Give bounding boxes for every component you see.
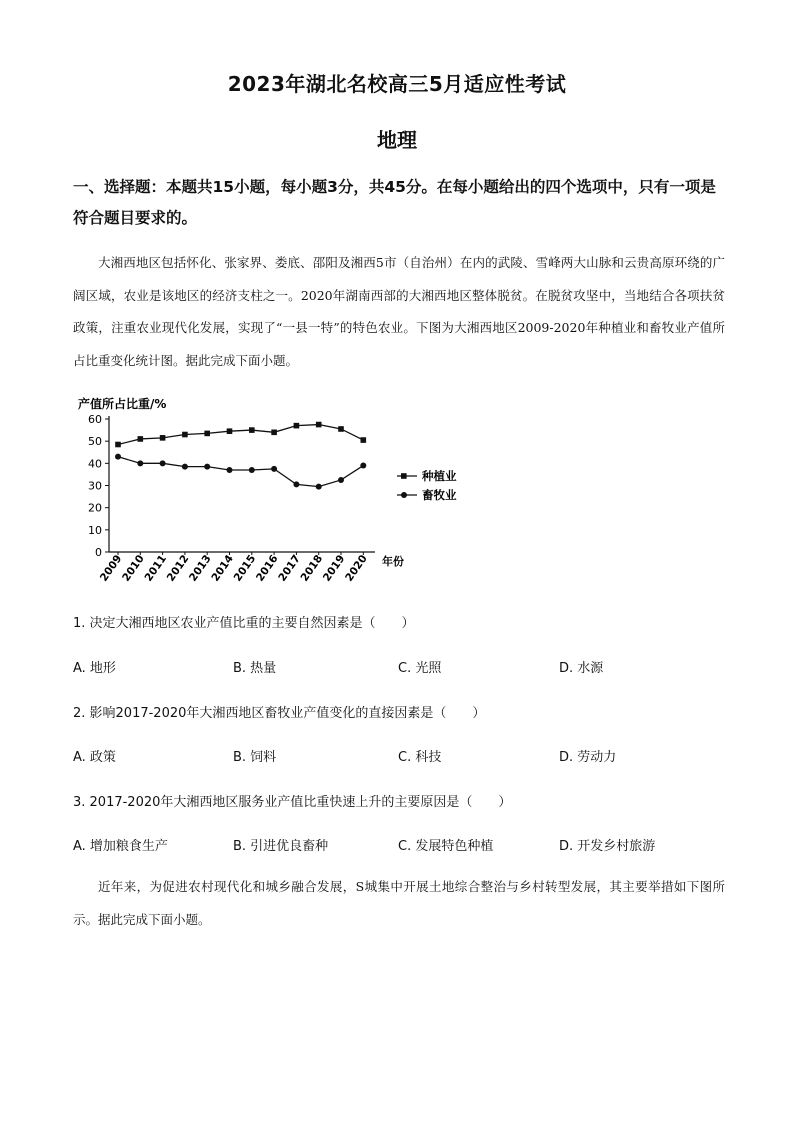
- data-point-livestock: [115, 454, 121, 460]
- data-point-planting: [138, 436, 144, 442]
- legend-label: 畜牧业: [422, 488, 457, 502]
- data-point-livestock: [360, 463, 366, 469]
- x-tick-label: 2018: [298, 552, 326, 584]
- x-tick-label: 2020: [343, 552, 370, 584]
- q2-option-a[interactable]: A. 政策: [73, 750, 116, 765]
- q3-option-c[interactable]: C. 发展特色种植: [398, 839, 494, 854]
- subject-title: 地理: [377, 128, 417, 152]
- chart-ylabel: 产值所占比重/%: [78, 397, 167, 411]
- data-point-livestock: [204, 464, 210, 470]
- legend-marker: [401, 473, 407, 479]
- x-tick-label: 2016: [253, 552, 281, 584]
- section-heading: 一、选择题：本题共15小题，每小题3分，共45分。在每小题给出的四个选项中，只有一项是符合题目要求的。: [73, 178, 716, 227]
- q2-option-c[interactable]: C. 科技: [398, 750, 442, 765]
- x-tick-label: 2014: [209, 552, 236, 584]
- data-point-planting: [271, 430, 277, 436]
- data-point-planting: [115, 442, 121, 448]
- exam-title: 2023年湖北名校高三5月适应性考试: [227, 72, 567, 96]
- data-point-livestock: [227, 467, 233, 473]
- passage-s-city: 近年来，为促进农村现代化和城乡融合发展，S城集中开展土地综合整治与乡村转型发展，其主要举措如下图所示。据此完成下面小题。: [73, 879, 725, 927]
- y-tick-label: 10: [88, 523, 102, 537]
- y-tick-label: 0: [95, 546, 102, 559]
- data-point-planting: [249, 427, 255, 433]
- y-tick-label: 60: [88, 413, 102, 426]
- question-1-options: [73, 657, 733, 677]
- data-point-planting: [338, 426, 344, 432]
- question-1-stem: 1. 决定大湘西地区农业产值比重的主要自然因素是（ ）: [73, 616, 415, 631]
- series-line-1: [118, 425, 363, 445]
- q3-option-b[interactable]: B. 引进优良畜种: [233, 839, 329, 854]
- y-tick-label: 30: [88, 479, 102, 493]
- data-point-planting: [294, 423, 300, 429]
- q1-option-c[interactable]: C. 光照: [398, 661, 442, 676]
- legend-label: 种植业: [422, 469, 457, 483]
- data-point-planting: [316, 422, 322, 428]
- data-point-planting: [227, 428, 233, 434]
- question-3-stem: 3. 2017-2020年大湘西地区服务业产值比重快速上升的主要原因是（ ）: [73, 795, 512, 810]
- data-point-planting: [160, 435, 166, 441]
- question-2-options: [73, 746, 733, 766]
- line-chart: [70, 390, 490, 589]
- data-point-livestock: [293, 481, 299, 487]
- x-tick-label: 2019: [320, 552, 348, 584]
- x-tick-label: 2017: [276, 552, 303, 584]
- data-point-livestock: [137, 460, 143, 466]
- data-point-livestock: [271, 466, 277, 472]
- data-point-livestock: [249, 467, 255, 473]
- q3-option-d[interactable]: D. 开发乡村旅游: [559, 839, 656, 854]
- x-tick-label: 2015: [231, 552, 259, 584]
- q2-option-b[interactable]: B. 饲料: [233, 750, 277, 765]
- y-tick-label: 40: [88, 457, 102, 471]
- series-line-2: [118, 457, 363, 487]
- data-point-planting: [361, 437, 367, 443]
- data-point-livestock: [182, 464, 188, 470]
- data-point-livestock: [160, 460, 166, 466]
- data-point-planting: [204, 431, 210, 437]
- q1-option-a[interactable]: A. 地形: [73, 661, 116, 676]
- x-tick-label: 2009: [97, 552, 125, 584]
- data-point-planting: [182, 432, 188, 438]
- chart-svg: [70, 390, 490, 585]
- chart-xlabel: 年份: [382, 555, 404, 568]
- x-tick-label: 2011: [142, 552, 170, 584]
- passage-intro: 大湘西地区包括怀化、张家界、娄底、邵阳及湘西5市（自治州）在内的武陵、雪峰两大山脉和云贵高原环绕的广阔区域，农业是该地区的经济支柱之一。2020年湖南西部的大湘西地区整体脱贫。在脱贫攻坚中，当地结合各项扶贫政策，注重农业现代化发展，实现了“一县一特”的特色农业。下图为大湘西地区2009-2020年种植业和畜牧业产值所占比重变化统计图。据此完成下面小题。: [73, 255, 725, 368]
- x-tick-label: 2010: [120, 552, 147, 584]
- q2-option-d[interactable]: D. 劳动力: [559, 750, 617, 765]
- q1-option-d[interactable]: D. 水源: [559, 661, 604, 676]
- x-tick-label: 2013: [187, 552, 214, 584]
- y-tick-label: 50: [88, 435, 102, 449]
- legend-marker: [401, 492, 407, 498]
- question-2-stem: 2. 影响2017-2020年大湘西地区畜牧业产值变化的直接因素是（ ）: [73, 706, 486, 721]
- x-tick-label: 2012: [164, 552, 192, 584]
- q3-option-a[interactable]: A. 增加粮食生产: [73, 839, 168, 854]
- data-point-livestock: [338, 477, 344, 483]
- y-tick-label: 20: [88, 501, 102, 515]
- data-point-livestock: [316, 484, 322, 490]
- q1-option-b[interactable]: B. 热量: [233, 661, 277, 676]
- question-3-options: [73, 835, 733, 855]
